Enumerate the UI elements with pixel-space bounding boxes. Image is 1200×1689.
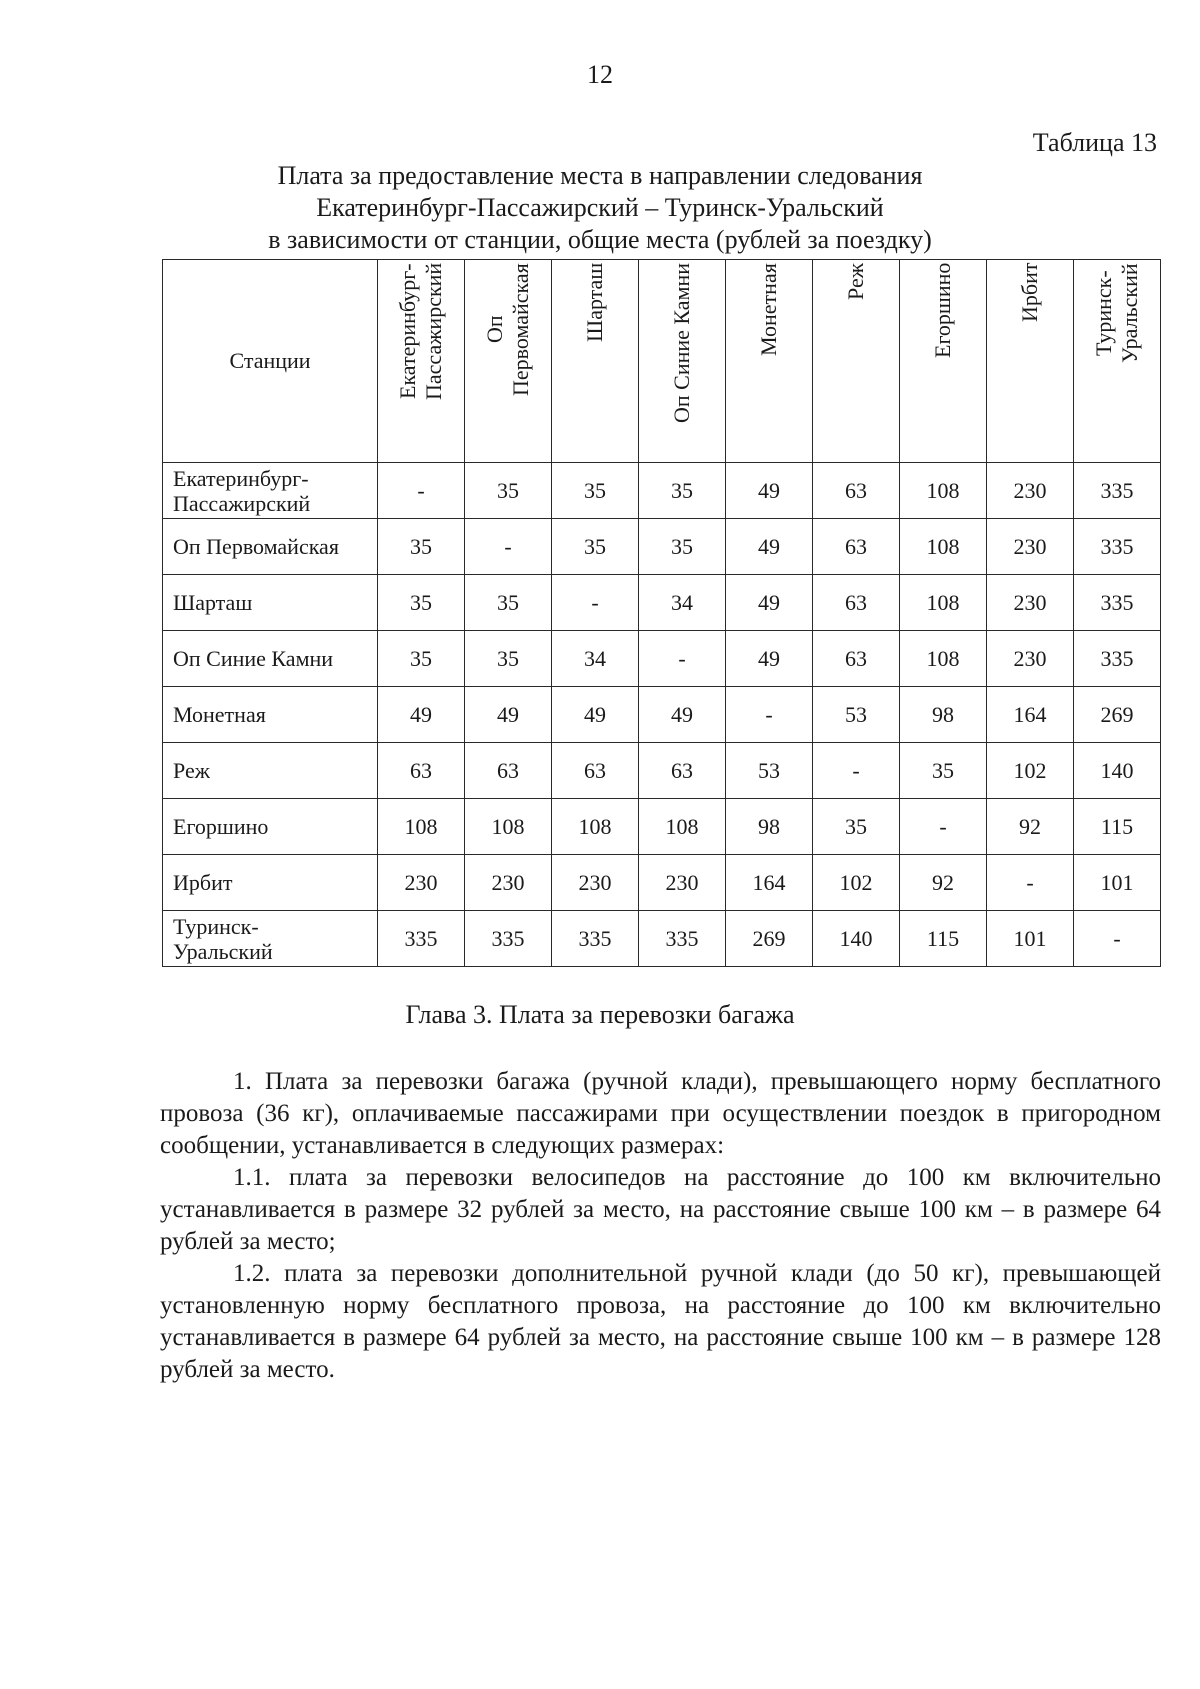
fare-cell: 63 [552, 743, 639, 799]
column-header-label: Реж [843, 263, 868, 300]
fare-cell: 335 [465, 911, 552, 967]
column-header [987, 260, 1074, 463]
station-name-cell: Оп Первомайская [163, 519, 378, 575]
fare-cell: 35 [639, 463, 726, 519]
fare-cell: 35 [639, 519, 726, 575]
fare-cell: 335 [1074, 575, 1161, 631]
station-name-cell: Ирбит [163, 855, 378, 911]
column-header-label: Оп Первомайская [482, 263, 533, 396]
fare-cell: 49 [465, 687, 552, 743]
column-header-label: Монетная [756, 263, 781, 356]
fare-cell: 98 [726, 799, 813, 855]
station-name-cell: Оп Синие Камни [163, 631, 378, 687]
fare-cell: 335 [1074, 463, 1161, 519]
fare-cell: 269 [1074, 687, 1161, 743]
fare-cell: 335 [639, 911, 726, 967]
fare-cell: 63 [813, 631, 900, 687]
column-header-label: Шарташ [582, 263, 607, 343]
table-title-line: Екатеринбург-Пассажирский – Туринск-Уральский [316, 193, 884, 222]
fare-cell: 115 [1074, 799, 1161, 855]
fare-cell: 35 [813, 799, 900, 855]
fare-cell: 35 [378, 631, 465, 687]
fare-cell: 230 [378, 855, 465, 911]
table-row [163, 519, 1161, 575]
fare-table [162, 259, 1161, 967]
fare-cell: 49 [639, 687, 726, 743]
fare-cell: 101 [1074, 855, 1161, 911]
fare-cell: 63 [465, 743, 552, 799]
chapter-body [160, 1066, 1161, 1386]
station-name-cell: Егоршино [163, 799, 378, 855]
table-row [163, 631, 1161, 687]
fare-cell: 49 [378, 687, 465, 743]
chapter-title: Глава 3. Плата за перевозки багажа [405, 1000, 795, 1029]
table-row [163, 799, 1161, 855]
table-row [163, 463, 1161, 519]
fare-cell: 92 [987, 799, 1074, 855]
fare-cell: 35 [465, 631, 552, 687]
fare-cell: 335 [1074, 631, 1161, 687]
fare-cell: 230 [639, 855, 726, 911]
fare-cell: 35 [900, 743, 987, 799]
fare-cell: - [900, 799, 987, 855]
column-header [1074, 260, 1161, 463]
fare-cell: - [378, 463, 465, 519]
fare-cell: 108 [552, 799, 639, 855]
fare-cell: 49 [726, 519, 813, 575]
fare-cell: 35 [552, 463, 639, 519]
paragraph: 1. Плата за перевозки багажа (ручной клади), превышающего норму бесплатного провоза (36 кг), оплачиваемые пассажирами при осуществлении поездок в пригородном сообщении, устанавливается в следующих размерах: [160, 1068, 1161, 1159]
fare-cell: 335 [378, 911, 465, 967]
fare-cell: 335 [1074, 519, 1161, 575]
station-name-cell: Монетная [163, 687, 378, 743]
column-header [465, 260, 552, 463]
fare-cell: 102 [987, 743, 1074, 799]
fare-cell: 63 [813, 463, 900, 519]
fare-cell: - [1074, 911, 1161, 967]
fare-cell: 92 [900, 855, 987, 911]
fare-cell: 35 [378, 519, 465, 575]
fare-cell: 49 [726, 463, 813, 519]
fare-cell: 164 [987, 687, 1074, 743]
column-header [378, 260, 465, 463]
station-name-cell: Екатеринбург- Пассажирский [163, 463, 378, 519]
fare-cell: 108 [900, 631, 987, 687]
fare-cell: 108 [900, 575, 987, 631]
paragraph: 1.2. плата за перевозки дополнительной ручной клади (до 50 кг), превышающей установленную норму бесплатного провоза, на расстояние до 100 км включительно устанавливается в размере 64 рублей за место, на расстояние свыше 100 км – в размере 128 рублей за место. [160, 1260, 1161, 1383]
fare-cell: 49 [726, 575, 813, 631]
column-header [552, 260, 639, 463]
column-header-label: Туринск- Уральский [1091, 263, 1142, 363]
column-header [726, 260, 813, 463]
fare-cell: 101 [987, 911, 1074, 967]
fare-cell: 108 [465, 799, 552, 855]
fare-cell: 53 [726, 743, 813, 799]
table-title [160, 160, 1040, 256]
column-header-label: Оп Синие Камни [669, 263, 694, 424]
fare-cell: 34 [639, 575, 726, 631]
fare-cell: 230 [987, 463, 1074, 519]
station-name-cell: Туринск- Уральский [163, 911, 378, 967]
fare-cell: 108 [639, 799, 726, 855]
station-name-cell: Шарташ [163, 575, 378, 631]
fare-cell: 335 [552, 911, 639, 967]
column-header [900, 260, 987, 463]
corner-header: Станции [163, 260, 378, 463]
fare-cell: 108 [900, 519, 987, 575]
fare-cell: 230 [987, 575, 1074, 631]
table-title-line: Плата за предоставление места в направлении следования [277, 161, 923, 190]
fare-cell: 35 [552, 519, 639, 575]
fare-cell: 230 [465, 855, 552, 911]
table-row [163, 687, 1161, 743]
table-title-line: в зависимости от станции, общие места (рублей за поездку) [268, 225, 932, 254]
fare-cell: 35 [378, 575, 465, 631]
station-name-cell: Реж [163, 743, 378, 799]
fare-cell: 108 [378, 799, 465, 855]
fare-cell: - [552, 575, 639, 631]
column-header-label: Ирбит [1017, 263, 1042, 323]
column-header [813, 260, 900, 463]
column-header-label: Егоршино [930, 263, 955, 359]
page-number: 12 [587, 60, 613, 89]
fare-cell: 164 [726, 855, 813, 911]
fare-cell: - [987, 855, 1074, 911]
fare-cell: - [726, 687, 813, 743]
fare-cell: 63 [813, 575, 900, 631]
fare-cell: 35 [465, 463, 552, 519]
fare-cell: 140 [1074, 743, 1161, 799]
fare-cell: 53 [813, 687, 900, 743]
fare-cell: 269 [726, 911, 813, 967]
fare-cell: 102 [813, 855, 900, 911]
table-row [163, 743, 1161, 799]
paragraph: 1.1. плата за перевозки велосипедов на расстояние до 100 км включительно устанавливается в размере 32 рублей за место, на расстояние свыше 100 км – в размере 64 рублей за место; [160, 1164, 1161, 1255]
fare-cell: 63 [639, 743, 726, 799]
fare-cell: - [813, 743, 900, 799]
table-row [163, 911, 1161, 967]
fare-cell: 63 [813, 519, 900, 575]
fare-cell: 34 [552, 631, 639, 687]
table-label: Таблица 13 [1032, 128, 1157, 157]
fare-cell: 49 [552, 687, 639, 743]
fare-cell: 230 [987, 631, 1074, 687]
table-row [163, 575, 1161, 631]
fare-cell: 108 [900, 463, 987, 519]
fare-cell: 98 [900, 687, 987, 743]
header-row [163, 260, 1161, 463]
fare-cell: 115 [900, 911, 987, 967]
fare-cell: 35 [465, 575, 552, 631]
fare-cell: 230 [552, 855, 639, 911]
fare-cell: 49 [726, 631, 813, 687]
column-header [639, 260, 726, 463]
fare-cell: 63 [378, 743, 465, 799]
fare-cell: 230 [987, 519, 1074, 575]
column-header-label: Екатеринбург- Пассажирский [395, 263, 446, 401]
table-row [163, 855, 1161, 911]
fare-cell: - [639, 631, 726, 687]
fare-cell: - [465, 519, 552, 575]
fare-cell: 140 [813, 911, 900, 967]
